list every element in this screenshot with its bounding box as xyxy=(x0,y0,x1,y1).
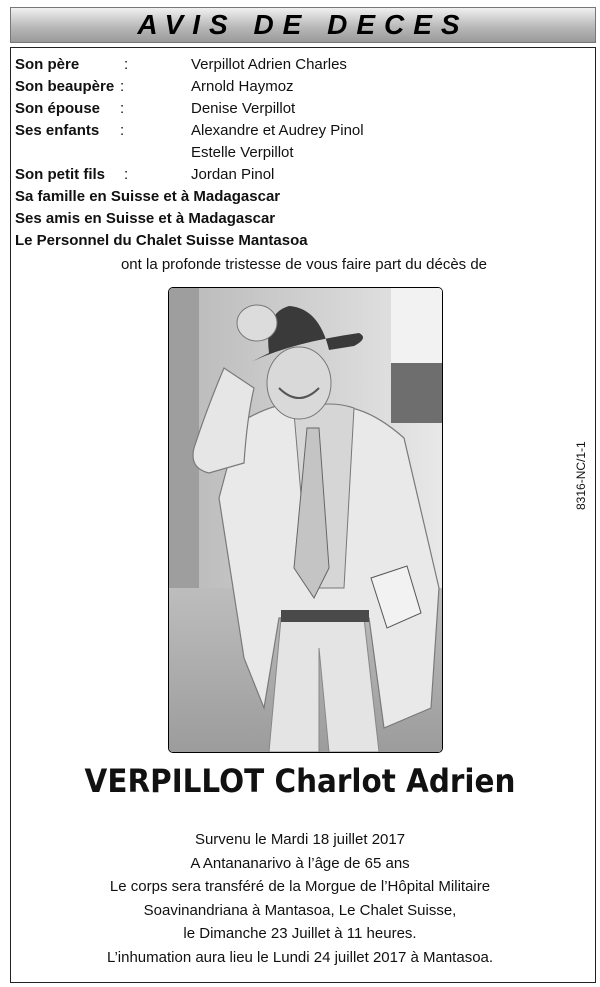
detail-line: Le corps sera transféré de la Morgue de l’Hôpital Militaire xyxy=(109,878,491,895)
relative-label: Ses enfants xyxy=(15,122,100,139)
relative-name: Alexandre et Audrey Pinol xyxy=(191,122,364,139)
relative-name: Arnold Haymoz xyxy=(191,78,294,95)
group-line: Ses amis en Suisse et à Madagascar xyxy=(15,210,276,227)
relative-colon: : xyxy=(124,56,129,73)
intro-text: ont la profonde tristesse de vous faire part du décès de xyxy=(120,256,488,273)
detail-line: L’inhumation aura lieu le Lundi 24 juillet 2017 à Mantasoa. xyxy=(106,948,494,966)
reference-code: 8316-NC/1-1 xyxy=(574,441,588,510)
group-line: Sa famille en Suisse et à Madagascar xyxy=(15,188,281,205)
detail-line: A Antananarivo à l’âge de 65 ans xyxy=(190,854,410,872)
relative-label: Son beaupère xyxy=(15,78,115,95)
page-title: AVIS DE DECES xyxy=(137,9,469,40)
relative-label: Son petit fils xyxy=(15,166,105,183)
relative-label: Son épouse xyxy=(15,100,101,117)
group-line: Le Personnel du Chalet Suisse Mantasoa xyxy=(15,232,308,249)
relative-colon: : xyxy=(120,78,125,95)
relative-label: Son père xyxy=(15,56,80,73)
relative-name: Jordan Pinol xyxy=(191,166,275,183)
relative-name: Estelle Verpillot xyxy=(191,144,294,161)
relative-colon: : xyxy=(124,166,129,183)
portrait-photo xyxy=(168,287,443,753)
relative-name: Denise Verpillot xyxy=(191,100,296,117)
header-banner xyxy=(10,7,596,43)
deceased-name: VERPILLOT Charlot Adrien xyxy=(84,762,516,800)
detail-line: Survenu le Mardi 18 juillet 2017 xyxy=(194,831,406,848)
relative-colon: : xyxy=(120,122,125,139)
funeral-details xyxy=(0,828,600,969)
detail-line: le Dimanche 23 Juillet à 11 heures. xyxy=(183,925,417,942)
relative-colon: : xyxy=(120,100,125,117)
detail-line: Soavinandriana à Mantasoa, Le Chalet Suisse, xyxy=(143,901,457,919)
relative-name: Verpillot Adrien Charles xyxy=(191,56,347,73)
portrait-illustration xyxy=(169,288,442,752)
